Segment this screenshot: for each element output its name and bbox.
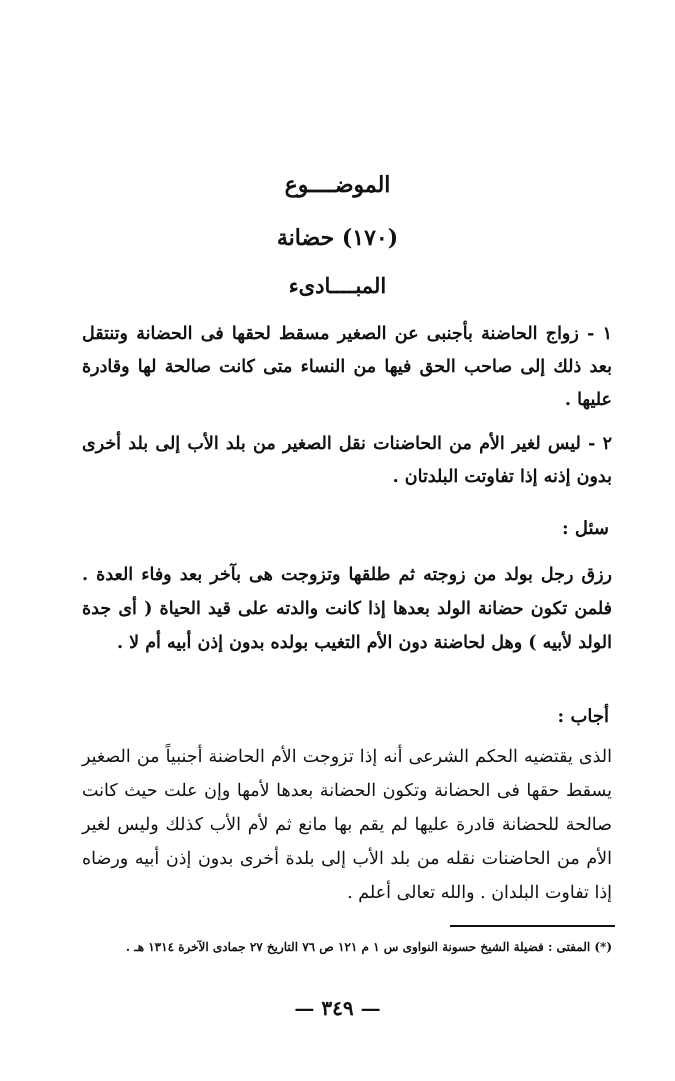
answer-text: الذى يقتضيه الحكم الشرعى أنه إذا تزوجت الأم الحاضنة أجنبياً من الصغير يسقط حقها فى الحضانة وتكون الحضانة بعدها لأمها وإن علت حيث كانت صالحة للحضانة قادرة عليها لم يقم بها مانع ثم لأم الأب كذلك وليس لغير الأم من الحاضنات نقله من بلد الأب إلى بلدة أخرى بدون إذن أبيه ورضاه إذا تفاوت البلدان . والله تعالى أعلم . [82, 747, 612, 903]
footnote: (*) المفتى : فضيلة الشيخ حسونة النواوى س ١ م ١٢١ ص ٧٦ التاريخ ٢٧ جمادى الآخرة ١٣١٤ هـ . [125, 940, 612, 954]
principles-heading: المبــــادىء [288, 273, 387, 298]
footnote-divider [450, 925, 615, 927]
principle-1: ١ - زواج الحاضنة بأجنبى عن الصغير مسقط لحقها فى الحضانة وتنتقل بعد ذلك إلى صاحب الحق فيها من النساء متى كانت صالحة لها وقادرة عليها . [82, 324, 612, 410]
principle-2: ٢ - ليس لغير الأم من الحاضنات نقل الصغير من بلد الأب إلى بلد أخرى بدون إذنه إذا تفاوتت البلدتان . [82, 434, 612, 487]
question-text: رزق رجل بولد من زوجته ثم طلقها وتزوجت هى بآخر بعد وفاء العدة . فلمن تكون حضانة الولد بعدها إذا كانت والدته على قيد الحياة ( أى جدة الولد لأبيه ) وهل لحاضنة دون الأم التغيب بولده بدون إذن أبيه أم لا . [82, 565, 612, 653]
answer-label: أجاب : [557, 706, 609, 727]
section-heading: (١٧٠) حضانة [276, 225, 399, 251]
topic-heading: الموضــــوع [284, 172, 391, 198]
question-label: سئل : [561, 518, 609, 539]
page-number: — ٣٤٩ — [294, 996, 381, 1020]
